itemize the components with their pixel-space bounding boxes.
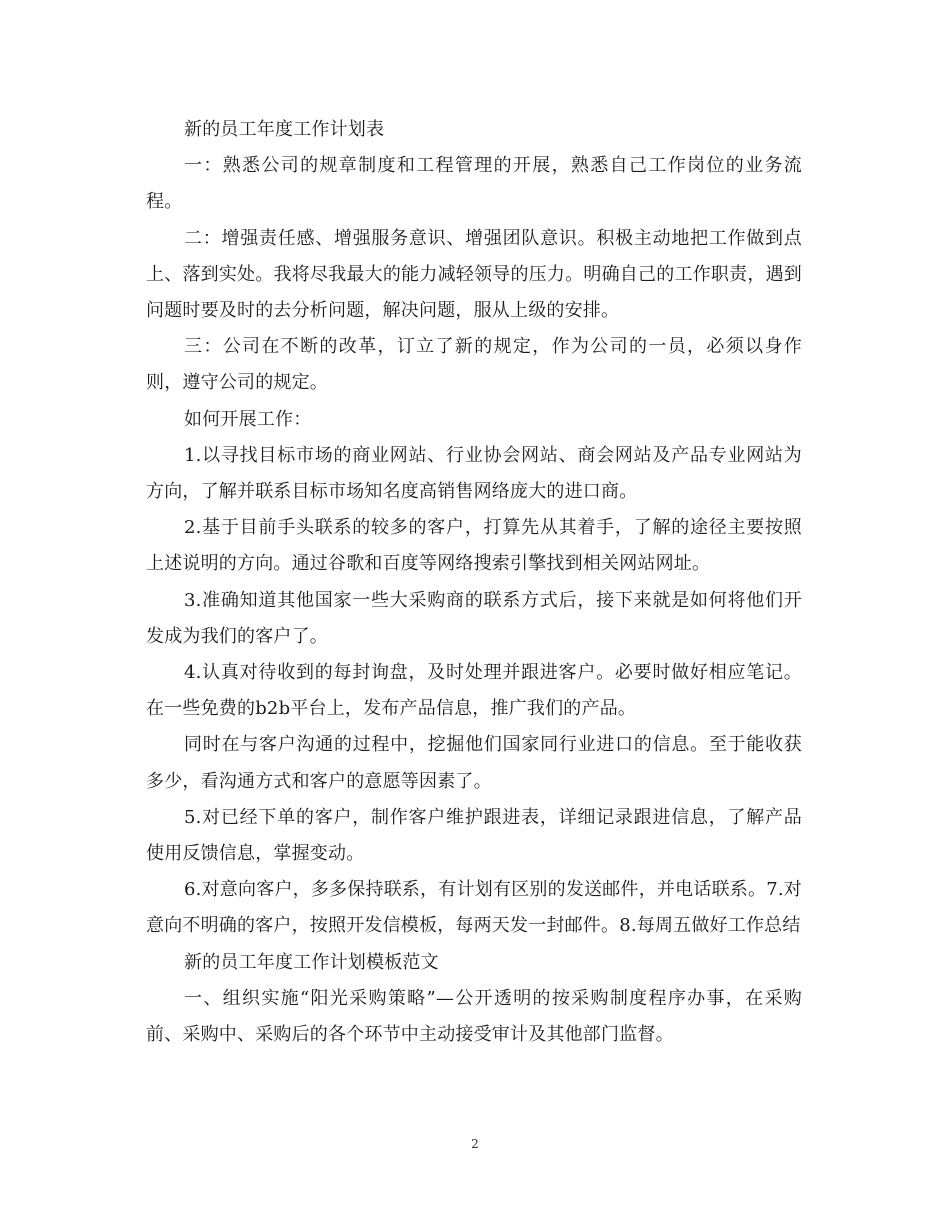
paragraph-sunshine-procurement: 一、组织实施“阳光采购策略”—公开透明的按采购制度程序办事，在采购前、采购中、采购后的各个环节中主动接受审计及其他部门监督。 — [146, 987, 802, 1046]
subheading-how-to-work: 如何开展工作： — [184, 408, 312, 430]
paragraph-item-2: 二：增强责任感、增强服务意识、增强团队意识。积极主动地把工作做到点上、落到实处。我将尽我最大的能力减轻领导的压力。明确自己的工作职责，遇到问题时要及时的去分析问题，解决问题，服从上级的安排。 — [146, 227, 802, 322]
list-step-5: 5.对已经下单的客户，制作客户维护跟进表，详细记录跟进信息，了解产品使用反馈信息，掌握变动。 — [146, 806, 802, 865]
paragraph-communication: 同时在与客户沟通的过程中，挖掘他们国家同行业进口的信息。至于能收获多少，看沟通方式和客户的意愿等因素了。 — [146, 734, 802, 792]
list-step-4: 4.认真对待收到的每封询盘，及时处理并跟进客户。必要时做好相应笔记。在一些免费的b2b平台上，发布产品信息，推广我们的产品。 — [146, 662, 802, 720]
document-body — [146, 112, 802, 1053]
list-step-3: 3.准确知道其他国家一些大采购商的联系方式后，接下来就是如何将他们开发成为我们的客户了。 — [146, 589, 802, 647]
page-number: 2 — [471, 1137, 479, 1151]
paragraph-item-3: 三：公司在不断的改革，订立了新的规定，作为公司的一员，必须以身作则，遵守公司的规定。 — [146, 336, 802, 394]
list-step-6-8: 6.对意向客户，多多保持联系，有计划有区别的发送邮件，并电话联系。7.对意向不明确的客户，按照开发信模板，每两天发一封邮件。8.每周五做好工作总结 — [146, 879, 802, 937]
heading-plan-template: 新的员工年度工作计划模板范文 — [184, 951, 439, 973]
list-step-2: 2.基于目前手头联系的较多的客户，打算先从其着手，了解的途径主要按照上述说明的方向。通过谷歌和百度等网络搜索引擎找到相关网站网址。 — [146, 517, 802, 575]
heading-plan-table: 新的员工年度工作计划表 — [184, 119, 385, 140]
list-step-1: 1.以寻找目标市场的商业网站、行业协会网站、商会网站及产品专业网站为方向，了解并联系目标市场知名度高销售网络庞大的进口商。 — [146, 444, 802, 503]
paragraph-item-1: 一：熟悉公司的规章制度和工程管理的开展，熟悉自己工作岗位的业务流程。 — [146, 155, 802, 213]
